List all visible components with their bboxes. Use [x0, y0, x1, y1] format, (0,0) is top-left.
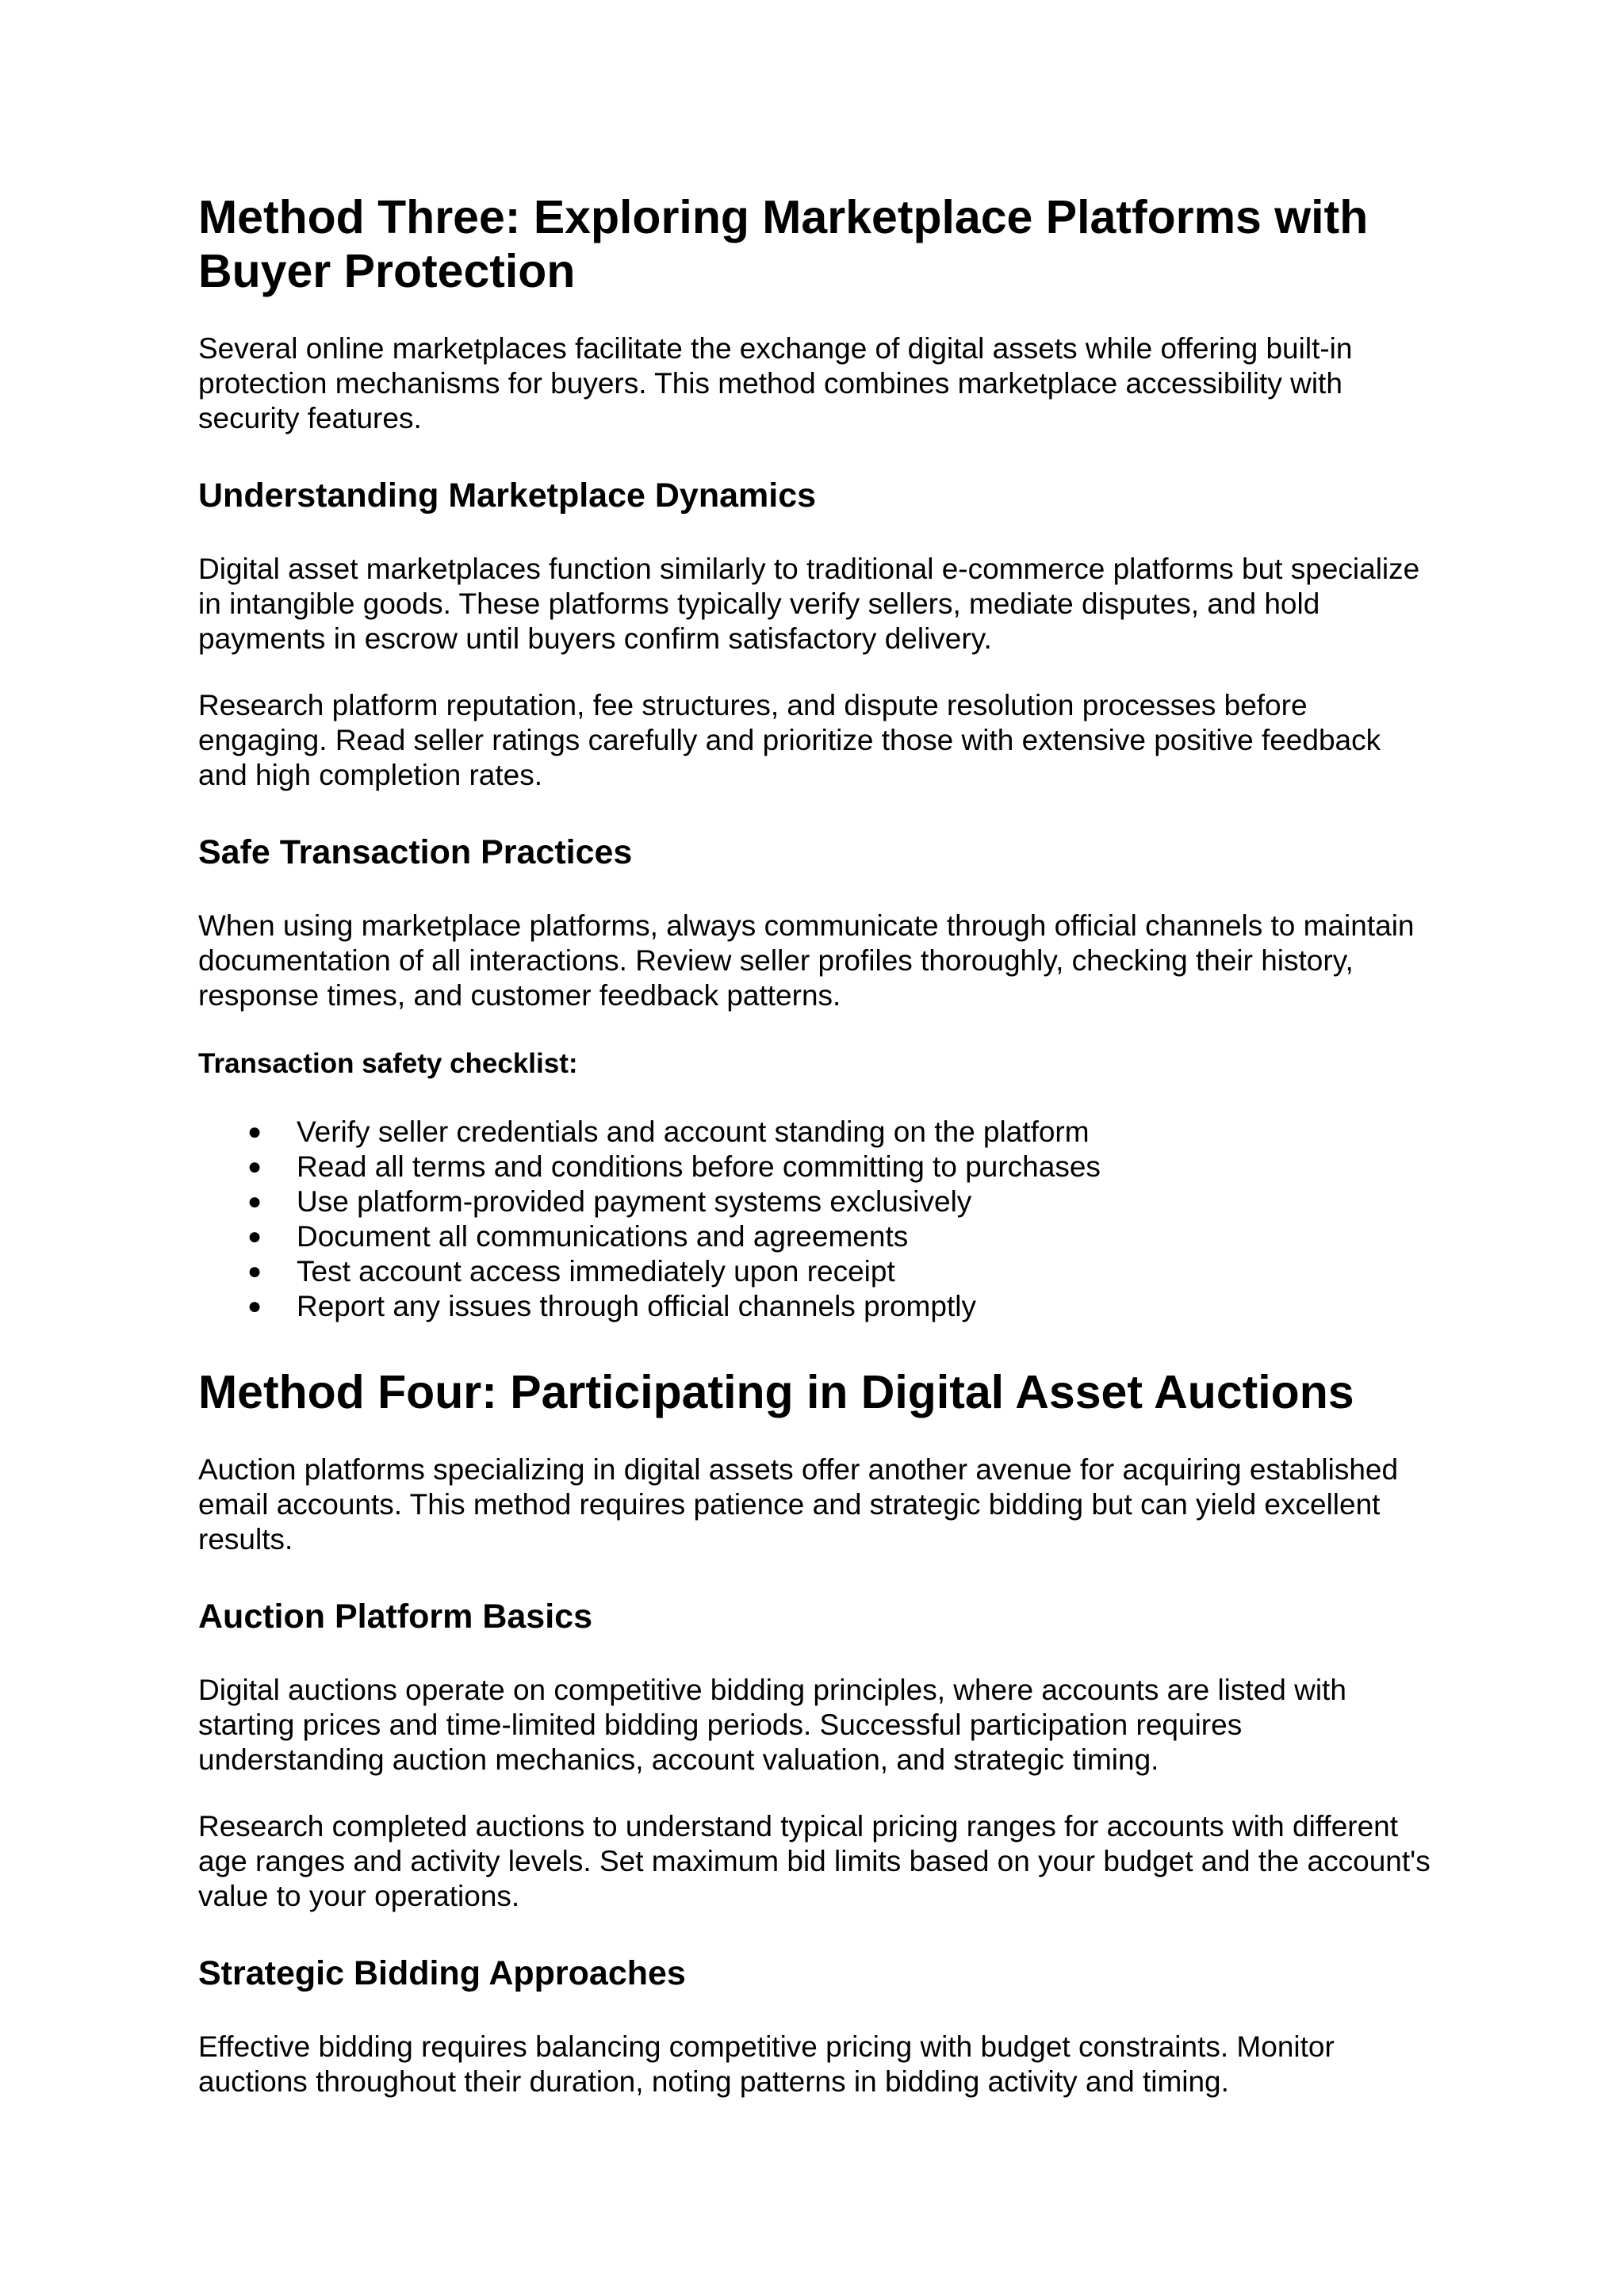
list-item-text: Read all terms and conditions before committing to purchases	[297, 1150, 1101, 1183]
bullet-icon: ●	[247, 1293, 262, 1319]
bullet-icon: ●	[247, 1223, 262, 1249]
bullet-icon: ●	[247, 1188, 262, 1215]
list-item-text: Test account access immediately upon receipt	[297, 1255, 895, 1288]
subsection-heading-safe-transaction: Safe Transaction Practices	[198, 833, 633, 871]
paragraph-marketplace-dynamics-1: Digital asset marketplaces function similarly to traditional e-commerce platforms but specialize in intangible goods. These platforms typically verify sellers, mediate disputes, and hold payments in escrow until buyers confirm satisfactory delivery.	[198, 553, 1420, 655]
paragraph-auction-basics-1: Digital auctions operate on competitive bidding principles, where accounts are listed with starting prices and time-limited bidding periods. Successful participation requires understanding auction mechanics, account valuation, and strategic timing.	[198, 1674, 1346, 1776]
list-item	[198, 1289, 1435, 1324]
subsection-heading-strategic-bidding: Strategic Bidding Approaches	[198, 1954, 686, 1992]
list-item	[198, 1184, 1435, 1219]
list-item	[198, 1219, 1435, 1254]
bullet-icon: ●	[247, 1258, 262, 1284]
section-title-method-four: Method Four: Participating in Digital Asset Auctions	[198, 1366, 1354, 1418]
subsection-heading-marketplace-dynamics: Understanding Marketplace Dynamics	[198, 476, 817, 515]
list-item-text: Verify seller credentials and account standing on the platform	[297, 1115, 1090, 1148]
bullet-icon: ●	[247, 1154, 262, 1180]
document-content	[198, 190, 1435, 2099]
list-item-text: Use platform-provided payment systems exclusively	[297, 1185, 972, 1218]
paragraph-auction-basics-2: Research completed auctions to understand typical pricing ranges for accounts with different age ranges and activity levels. Set maximum bid limits based on your budget and the account's value to your operations.	[198, 1810, 1431, 1912]
checklist-label: Transaction safety checklist:	[198, 1048, 578, 1079]
bullet-icon: ●	[247, 1119, 262, 1145]
paragraph-marketplace-dynamics-2: Research platform reputation, fee structures, and dispute resolution processes before engaging. Read seller ratings carefully and prioritize those with extensive positive feedback and high completion rates.	[198, 689, 1381, 791]
transaction-safety-checklist	[198, 1115, 1435, 1324]
list-item	[198, 1150, 1435, 1184]
list-item	[198, 1254, 1435, 1289]
list-item-text: Report any issues through official channels promptly	[297, 1290, 976, 1322]
list-item-text: Document all communications and agreements	[297, 1220, 909, 1253]
section-title-method-three: Method Three: Exploring Marketplace Platforms with Buyer Protection	[198, 191, 1369, 297]
subsection-heading-auction-basics: Auction Platform Basics	[198, 1598, 592, 1636]
list-item	[198, 1115, 1435, 1150]
paragraph-strategic-bidding-1: Effective bidding requires balancing competitive pricing with budget constraints. Monitor auctions throughout their duration, noting patterns in bidding activity and timing.	[198, 2030, 1335, 2098]
section-intro-method-four: Auction platforms specializing in digital assets offer another avenue for acquiring established email accounts. This method requires patience and strategic bidding but can yield excellent results.	[198, 1453, 1399, 1556]
paragraph-safe-transaction-1: When using marketplace platforms, always communicate through official channels to maintain documentation of all interactions. Review seller profiles thoroughly, checking their history, response times, and customer feedback patterns.	[198, 909, 1415, 1012]
section-intro-method-three: Several online marketplaces facilitate the exchange of digital assets while offering built-in protection mechanisms for buyers. This method combines marketplace accessibility with security features.	[198, 332, 1353, 434]
